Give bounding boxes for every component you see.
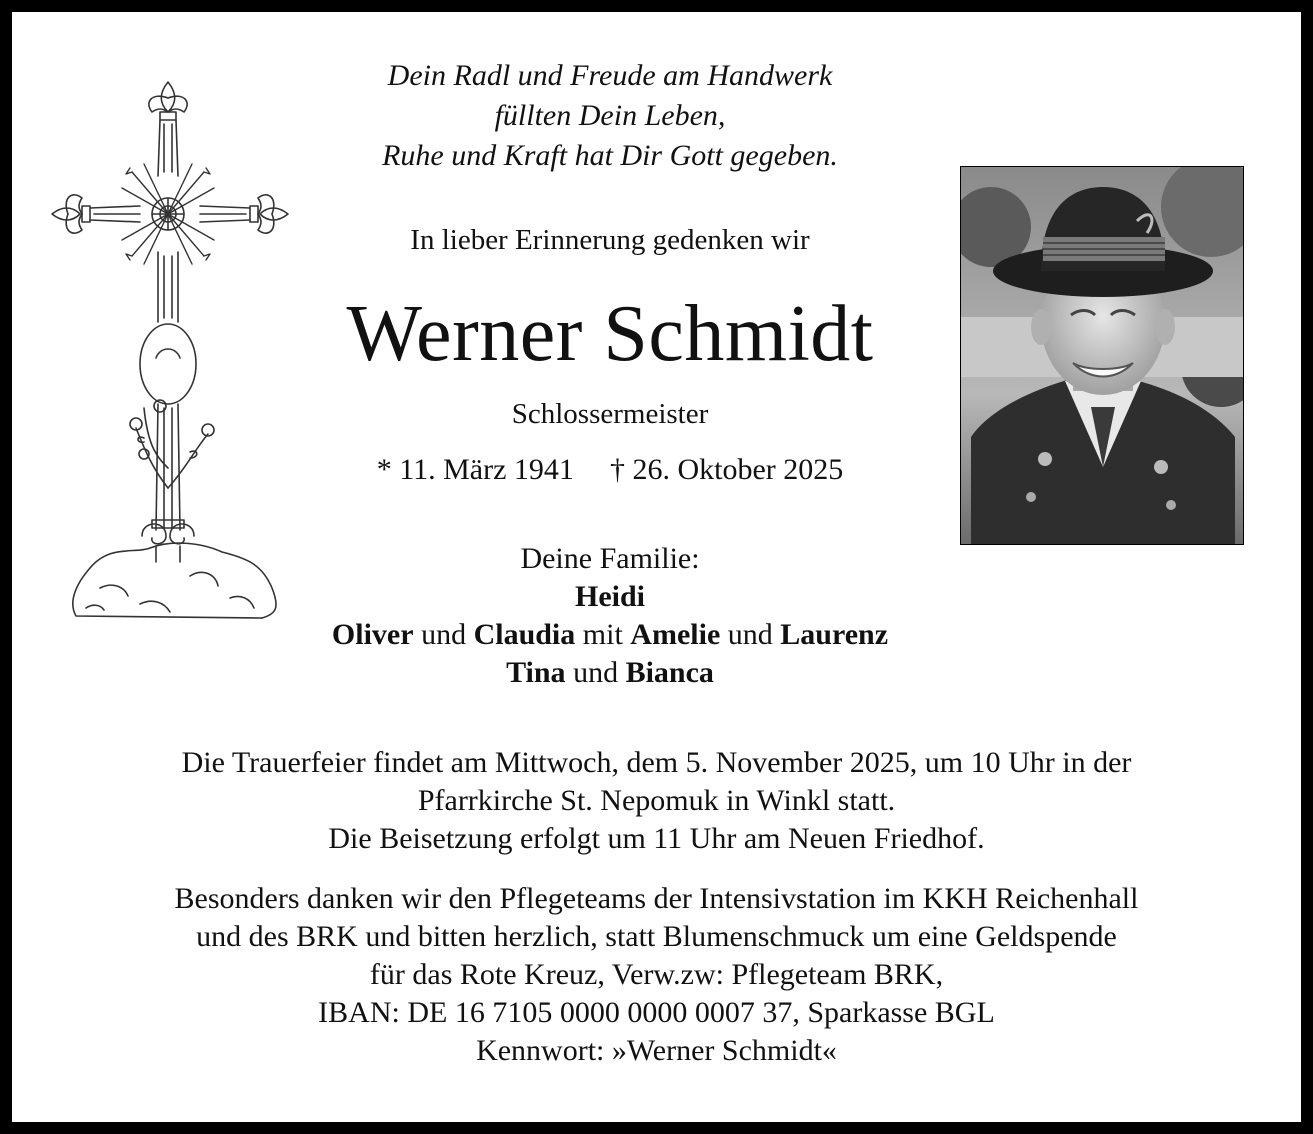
profession: Schlossermeister [511, 398, 709, 430]
family-member: Heidi [574, 580, 645, 613]
death-date: † 26. Oktober 2025 [609, 453, 844, 486]
poem [300, 56, 920, 176]
family-member: Claudia [473, 618, 576, 651]
thanks-info [60, 880, 1253, 1070]
ceremony-info [60, 744, 1253, 858]
family-line [240, 616, 980, 654]
poem-line: Ruhe und Kraft hat Dir Gott gegeben. [382, 139, 838, 172]
family-block [240, 540, 980, 692]
deceased-name: Werner Schmidt [346, 290, 874, 378]
family-heading: Deine Familie: [520, 542, 700, 575]
family-member: Laurenz [780, 618, 889, 651]
birth-date: * 11. März 1941 [376, 453, 574, 486]
thanks-line: Kennwort: »Werner Schmidt« [476, 1034, 837, 1067]
portrait-photo [960, 166, 1244, 545]
connector: und [565, 656, 626, 689]
family-member: Bianca [625, 656, 714, 689]
thanks-line: Besonders danken wir den Pflegeteams der Intensivstation im KKH Reichenhall [174, 882, 1139, 915]
poem-line: füllten Dein Leben, [494, 99, 726, 132]
family-member: Tina [506, 656, 566, 689]
connector: und [413, 618, 474, 651]
ceremony-line: Die Beisetzung erfolgt um 11 Uhr am Neuen Friedhof. [328, 822, 985, 855]
poem-line: Dein Radl und Freude am Handwerk [387, 59, 833, 92]
thanks-line: IBAN: DE 16 7105 0000 0000 0007 37, Sparkasse BGL [318, 996, 995, 1029]
thanks-line: für das Rote Kreuz, Verw.zw: Pflegeteam BRK, [369, 958, 944, 991]
life-dates [300, 450, 920, 490]
ceremony-line: Die Trauerfeier findet am Mittwoch, dem 5. November 2025, um 10 Uhr in der [181, 746, 1132, 779]
family-member: Amelie [630, 618, 721, 651]
family-line [240, 578, 980, 616]
intro-text: In lieber Erinnerung gedenken wir [410, 224, 810, 256]
connector: mit [575, 618, 631, 651]
family-member: Oliver [331, 618, 414, 651]
thanks-line: und des BRK und bitten herzlich, statt Blumenschmuck um eine Geldspende [196, 920, 1117, 953]
ceremony-line: Pfarrkirche St. Nepomuk in Winkl statt. [417, 784, 896, 817]
connector: und [720, 618, 781, 651]
family-line [240, 654, 980, 692]
